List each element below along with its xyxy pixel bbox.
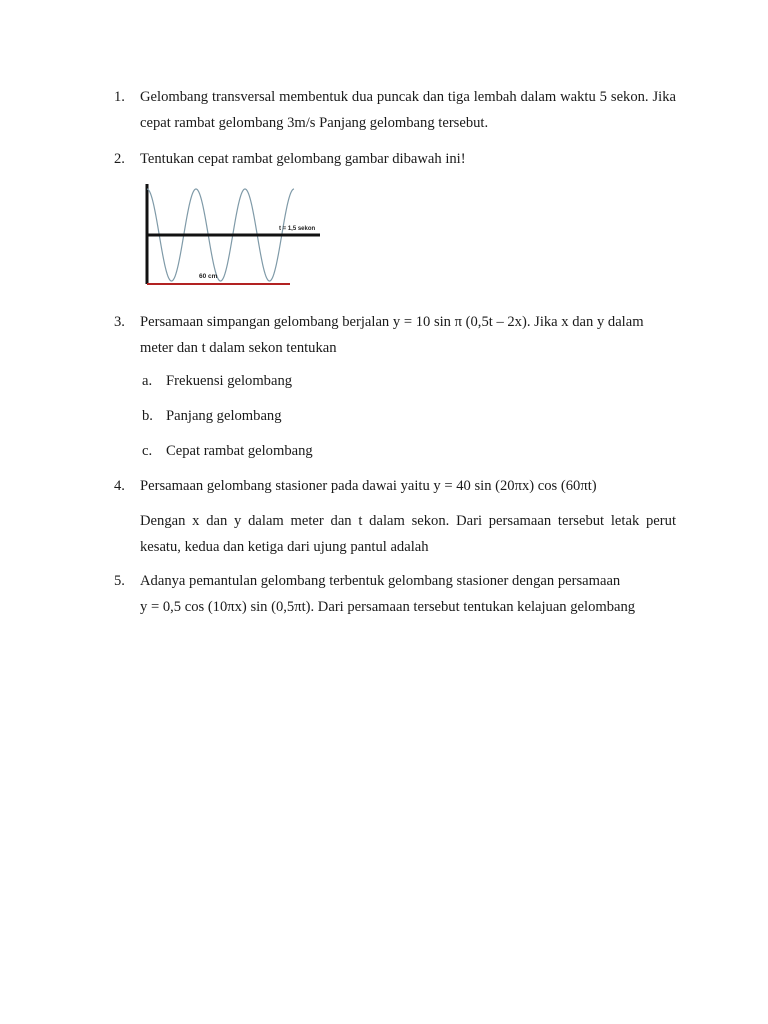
- sub-item-c: [142, 438, 313, 464]
- question-text: Gelombang transversal membentuk dua puncak dan tiga lembah dalam waktu 5 sekon. Jika cepat rambat gelombang 3m/s Panjang gelombang tersebut.: [140, 89, 676, 131]
- question-text: Persamaan simpangan gelombang berjalan y = 10 sin π (0,5t – 2x). Jika x dan y dalam meter dan t dalam sekon tentukan: [140, 314, 644, 356]
- question-number: 2.: [114, 151, 125, 167]
- sub-item-letter: c.: [142, 443, 153, 459]
- sub-item-letter: b.: [142, 408, 153, 424]
- sub-item-letter: a.: [142, 373, 153, 389]
- question-4: [114, 473, 676, 499]
- sub-item-text: Cepat rambat gelombang: [166, 443, 313, 459]
- question-5: [114, 568, 676, 620]
- question-number: 1.: [114, 89, 125, 105]
- question-text: Tentukan cepat rambat gelombang gambar dibawah ini!: [140, 151, 466, 167]
- question-3: [114, 309, 676, 361]
- question-4-paragraph: Dengan x dan y dalam meter dan t dalam sekon. Dari persamaan tersebut letak perut kesatu, kedua dan ketiga dari ujung pantul adalah: [140, 513, 676, 555]
- question-2: [114, 146, 676, 172]
- question-line-2: y = 0,5 cos (10πx) sin (0,5πt). Dari persamaan tersebut tentukan kelajuan gelombang: [140, 599, 636, 615]
- time-label: t = 1,5 sekon: [279, 226, 316, 232]
- question-1: [114, 84, 676, 136]
- sub-item-text: Panjang gelombang: [166, 408, 282, 424]
- sub-item-text: Frekuensi gelombang: [166, 373, 293, 389]
- sub-item-a: [142, 368, 292, 394]
- sub-item-b: [142, 403, 282, 429]
- question-number: 4.: [114, 478, 125, 494]
- wave-diagram: [142, 182, 324, 288]
- question-number: 5.: [114, 573, 125, 589]
- question-text: Persamaan gelombang stasioner pada dawai yaitu y = 40 sin (20πx) cos (60πt): [140, 478, 597, 494]
- wave-figure: [142, 182, 324, 288]
- question-number: 3.: [114, 314, 125, 330]
- question-line-1: Adanya pemantulan gelombang terbentuk gelombang stasioner dengan persamaan: [140, 573, 621, 589]
- length-label: 60 cm: [199, 273, 218, 280]
- question-text: [140, 568, 676, 620]
